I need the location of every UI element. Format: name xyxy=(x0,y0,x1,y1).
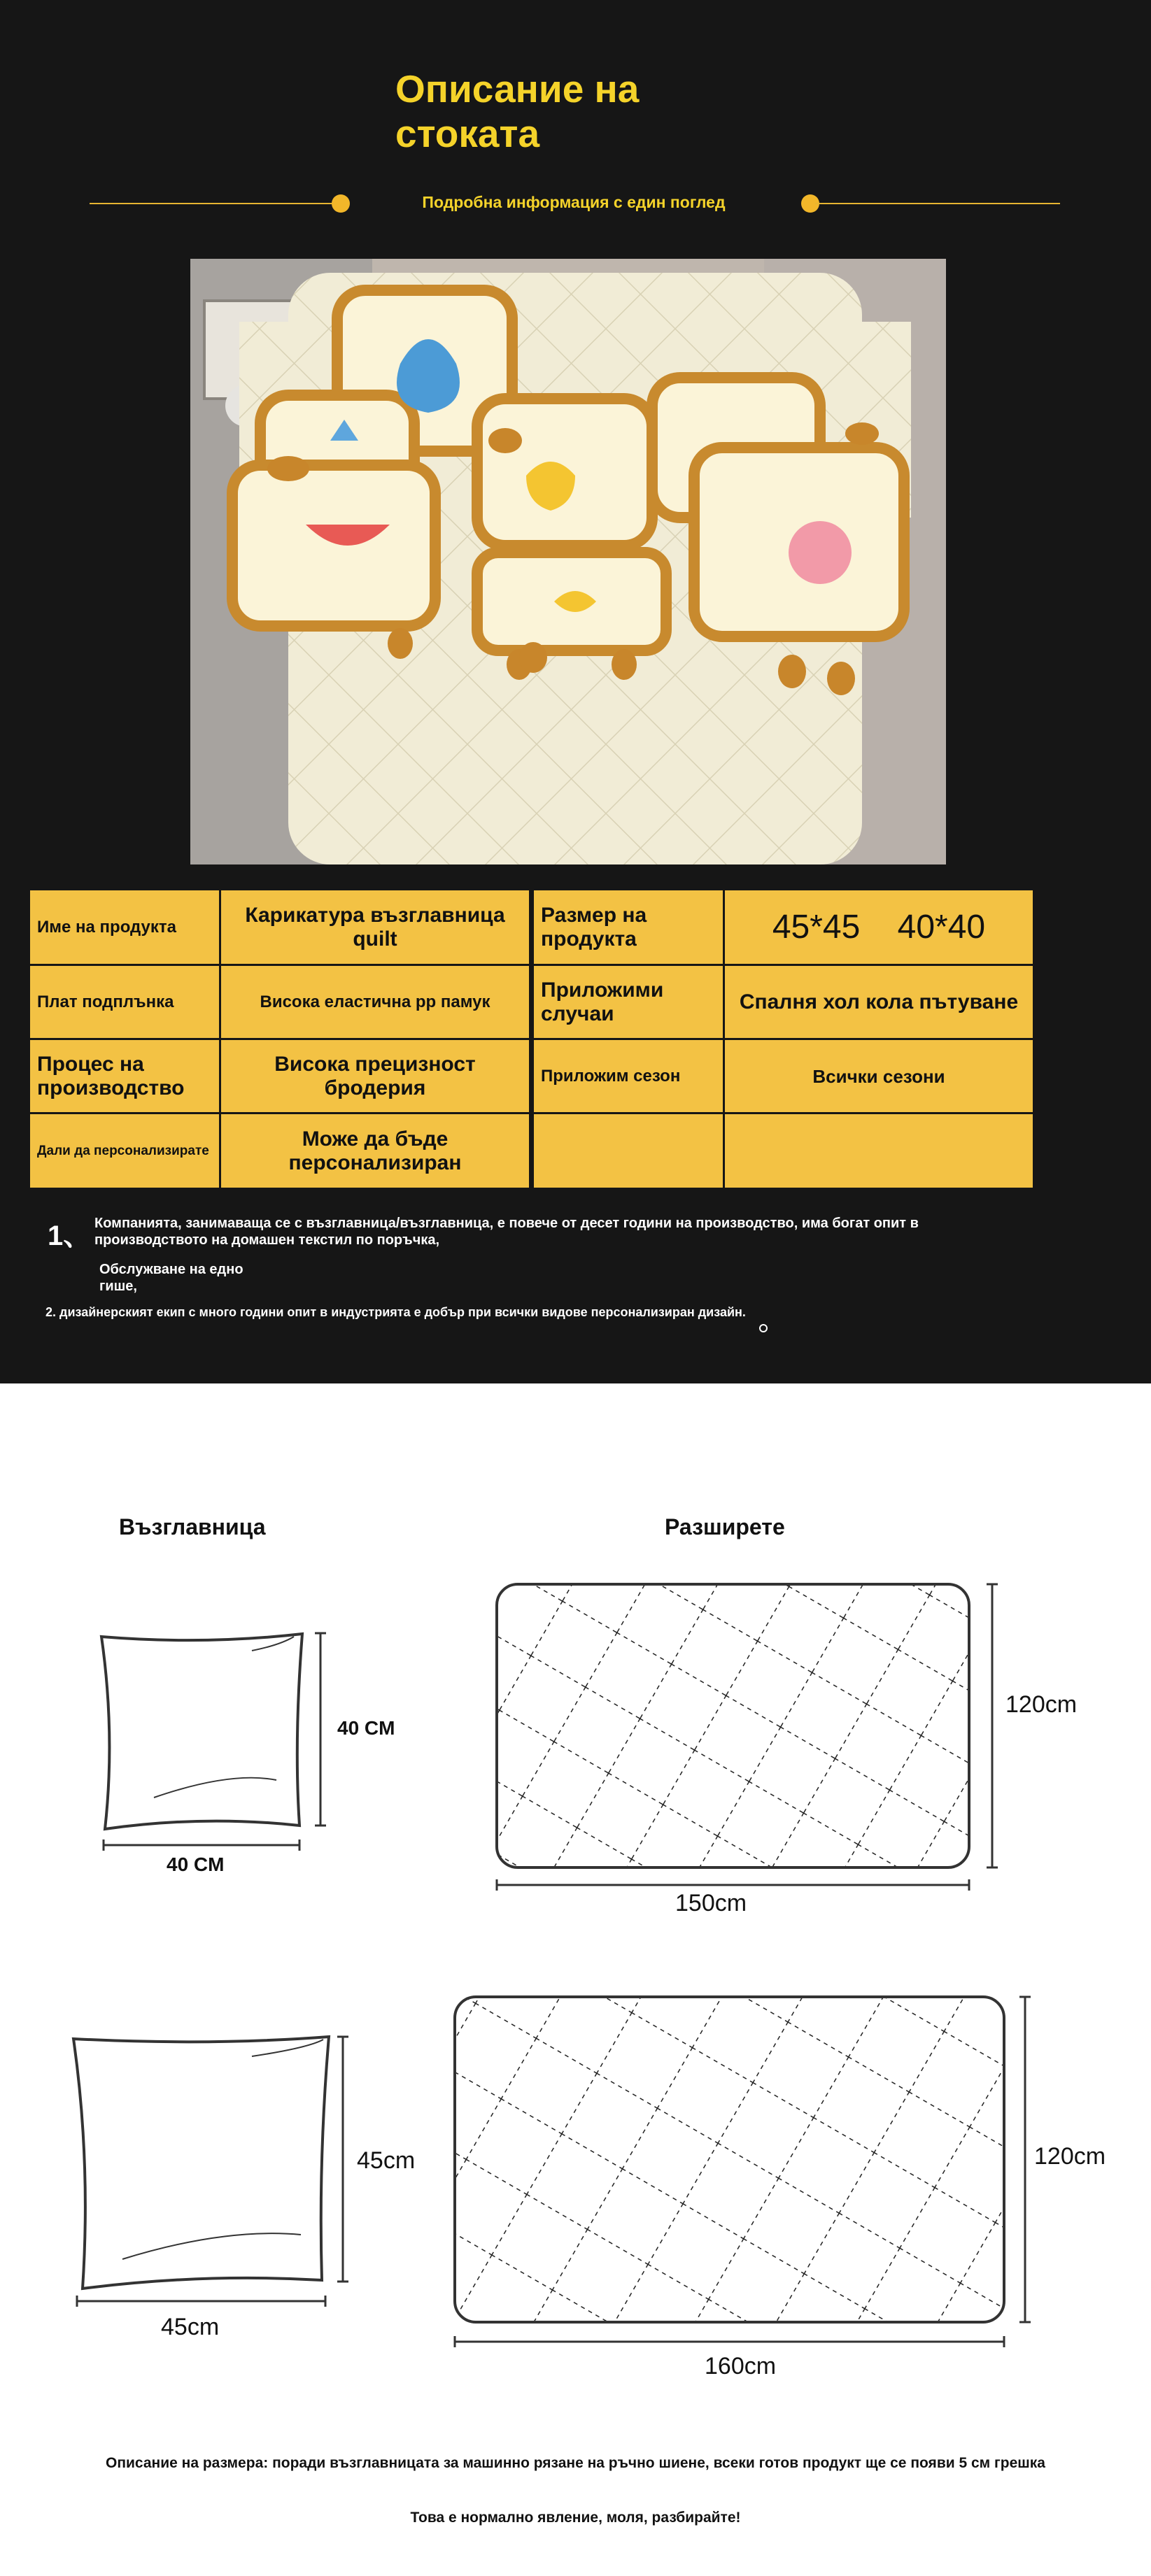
spec-value: Висока еластична pp памук xyxy=(220,965,530,1039)
spec-label: Процес на производство xyxy=(29,1039,220,1113)
note-1-number: 1、 xyxy=(48,1221,92,1251)
spec-value: Висока прецизност бродерия xyxy=(220,1039,530,1113)
note-1-text: Компанията, занимаваща се с възглавница/възглавница, е повече от десет години на производство, има богат опит в производството на домашен текстил по поръчка, xyxy=(94,1216,919,1248)
quilt1-height-label: 120cm xyxy=(1005,1691,1078,1718)
spec-row xyxy=(533,965,1034,1039)
spec-value xyxy=(724,1113,1034,1189)
spec-label: Приложими случаи xyxy=(533,965,724,1039)
spec-row xyxy=(29,1113,530,1189)
small-pillow-height-label: 40 CM xyxy=(337,1717,395,1739)
spec-value: Карикатура възглавница quilt xyxy=(220,890,530,965)
product-photo xyxy=(190,259,946,864)
quilt-150-shape xyxy=(497,1584,969,1867)
spec-row xyxy=(533,890,1034,965)
note-2-text: 2. дизайнерският екип с много години опит в индустрията е добър при всички видове персонализиран дизайн. xyxy=(45,1305,746,1319)
quilt-160-shape xyxy=(455,1997,1004,2322)
divider-dot-left xyxy=(332,194,350,213)
spec-label: Име на продукта xyxy=(29,890,220,965)
spec-value: Спалня хол кола пътуване xyxy=(724,965,1034,1039)
small-pillow-shape xyxy=(101,1634,302,1829)
spec-label xyxy=(533,1113,724,1189)
divider-left xyxy=(90,203,338,204)
spec-table-left xyxy=(28,888,531,1190)
size-note: Описание на размера: поради възглавницата за машинно рязане на ръчно шиене, всеки готов продукт ще се появи 5 см грешка xyxy=(106,2455,1045,2471)
quilt2-width-label: 160cm xyxy=(705,2353,777,2379)
quilt2-height-label: 120cm xyxy=(1034,2143,1106,2170)
small-pillow-width-label: 40 CM xyxy=(167,1853,225,1875)
spec-label: Размер на продукта xyxy=(533,890,724,965)
spec-row xyxy=(29,965,530,1039)
expand-heading: Разширете xyxy=(665,1514,785,1539)
spec-row xyxy=(29,890,530,965)
big-pillow-shape xyxy=(73,2037,329,2289)
big-pillow-height-label: 45cm xyxy=(357,2147,416,2174)
divider-right xyxy=(815,203,1060,204)
spec-value: Всички сезони xyxy=(724,1039,1034,1113)
spec-value: Може да бъде персонализиран xyxy=(220,1113,530,1189)
size-diagram xyxy=(0,1567,1151,2392)
page-subtitle: Подробна информация с един поглед xyxy=(422,193,726,211)
page-title: Описание на стоката xyxy=(395,67,640,155)
spec-row xyxy=(29,1039,530,1113)
normal-note: Това е нормално явление, моля, разбирайте! xyxy=(410,2510,741,2526)
spec-row xyxy=(533,1113,1034,1189)
spec-label: Плат подплънка xyxy=(29,965,220,1039)
spec-value: 45*45 40*40 xyxy=(724,890,1034,965)
spec-label: Дали да персонализирате xyxy=(29,1113,220,1189)
spec-table-right xyxy=(532,888,1035,1190)
decorative-circle-icon xyxy=(759,1324,768,1332)
spec-label: Приложим сезон xyxy=(533,1039,724,1113)
spec-row xyxy=(533,1039,1034,1113)
pillow-heading: Възглавница xyxy=(119,1514,266,1539)
big-pillow-width-label: 45cm xyxy=(161,2314,220,2340)
note-1-sub: Обслужване на едно гише, xyxy=(99,1262,243,1294)
quilt1-width-label: 150cm xyxy=(675,1890,747,1916)
